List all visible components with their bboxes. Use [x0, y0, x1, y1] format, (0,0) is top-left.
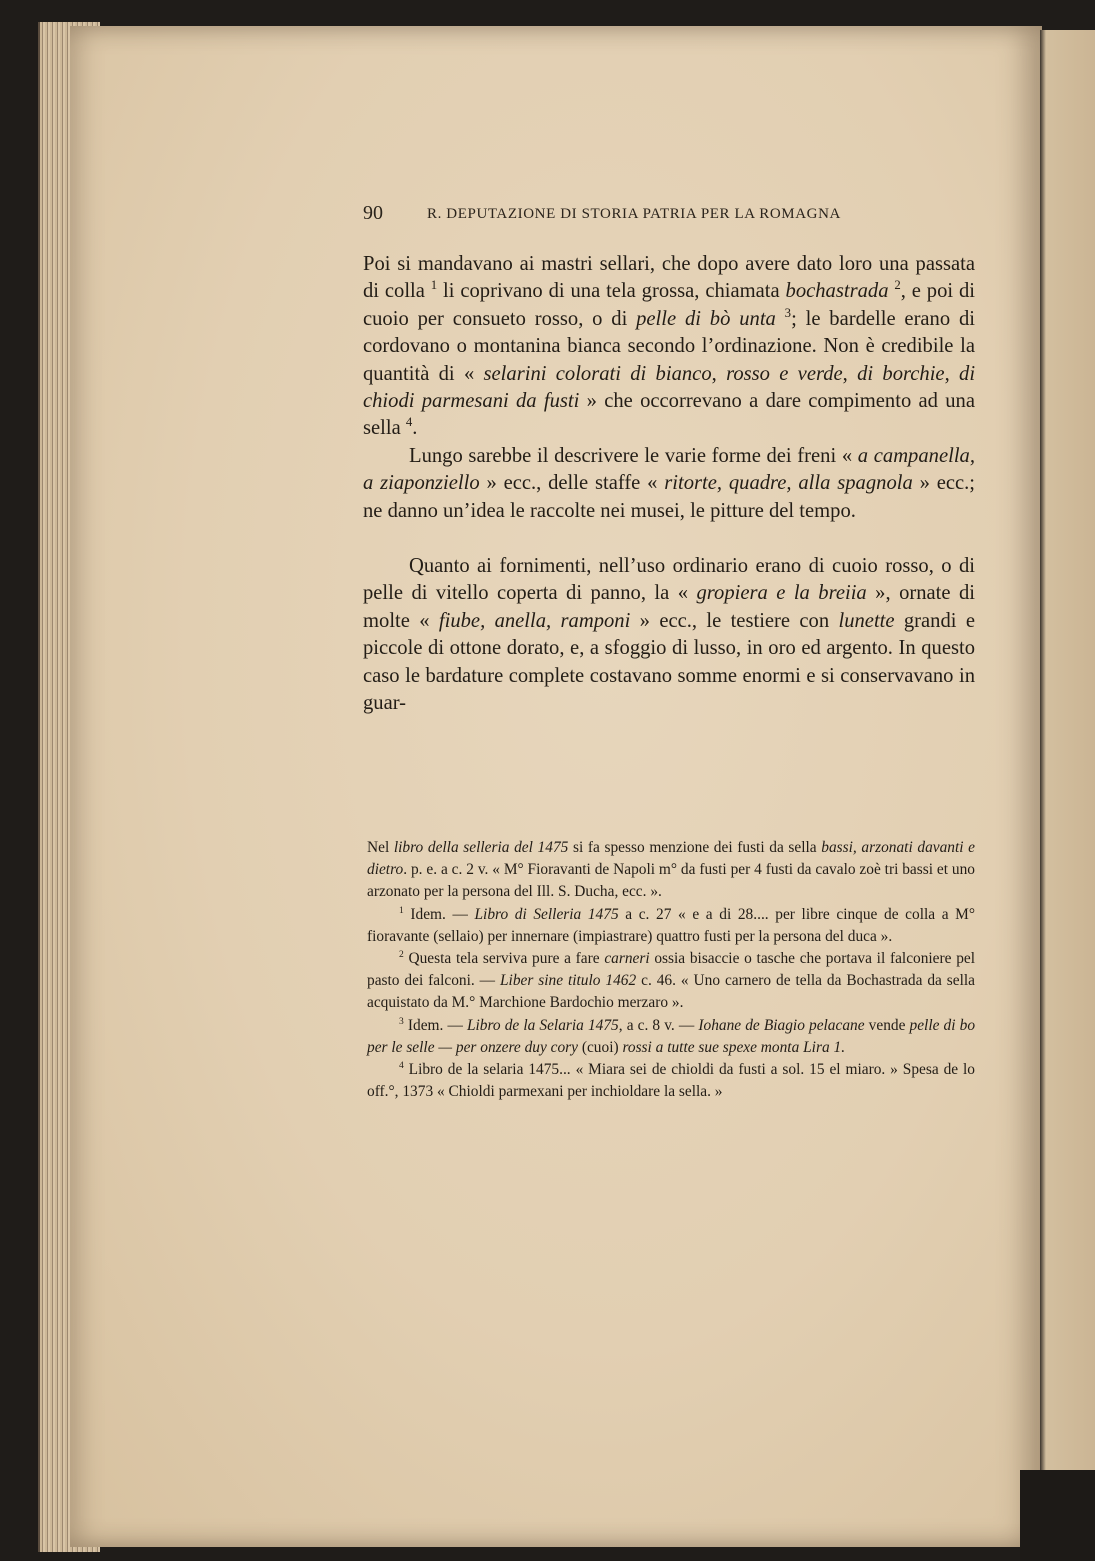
- footnote-number: 2: [399, 948, 404, 960]
- paragraph-2: Lungo sarebbe il descrivere le varie forme dei freni « a campanella, a ziaponziello » ecc., delle staffe « ritorte, quadre, alla spagnola » ecc.; ne danno un’idea le raccolte nei musei, le pitture del tempo.: [363, 444, 975, 522]
- paragraph-1: Poi si mandavano ai mastri sellari, che dopo avere dato loro una passata di colla $^1$ li coprivano di una tela grossa, chiamata bochastrada $^2$, e poi di cuoio per consueto rosso, o di pelle di bò unta $^3$; le bardelle erano di cordovano o montanina bianca secondo l’ordinazione. Non è credibile la quantità di « selarini colorati di bianco, rosso e verde, di borchie, di chiodi parmesani da fusti » che occorrevano a dare compimento ad una sella $^4$.: [363, 253, 976, 440]
- running-title: R. DEPUTAZIONE DI STORIA PATRIA PER LA ROMAGNA: [427, 206, 841, 222]
- page-number: 90: [363, 202, 383, 224]
- footnotes: [367, 837, 975, 1103]
- footnote-ref-3: 3: [784, 305, 792, 320]
- paragraph-3: Quanto ai fornimenti, nell’uso ordinario erano di cuoio rosso, o di pelle di vitello coperta di panno, la « gropiera e la breiia », ornate di molte « fiube, anella, ramponi » ecc., le testiere con lunette grandi e piccole di ottone dorato, e, a sfoggio di lusso, in oro ed argento. In questo caso le bardature complete costavano somme enormi e si conservavano in guar-: [363, 555, 975, 715]
- main-text: [363, 251, 975, 718]
- footnote-2: $^2$ Questa tela serviva pure a fare carneri ossia bisaccie o tasche che portava il falconiere pel pasto dei falconi. — Liber sine titulo 1462 c. 46. « Uno carnero de tella da Bochastrada da sella acquistato da M.° Marchione Bardochio merzaro ».: [367, 948, 976, 1012]
- footnote-number: 4: [399, 1059, 404, 1071]
- running-header: [363, 202, 975, 228]
- footnote-3: $^3$ Idem. — Libro de la Selaria 1475, a c. 8 v. — Iohane de Biagio pelacane vende pelle di bo per le selle — per onzere duy cory (cuoi) rossi a tutte sue spexe monta Lira 1.: [367, 1015, 976, 1056]
- footnote-ref-1: 1: [430, 278, 438, 293]
- facing-page-edge: [1040, 30, 1095, 1561]
- footnote-continuation: Nel libro della selleria del 1475 si fa spesso menzione dei fusti da sella bassi, arzonati davanti e dietro. p. e. a c. 2 v. « M° Fioravanti de Napoli m° da fusti per 4 fusti da cavalo zoè tri bassi et uno arzonato per la persona del Ill. S. Ducha, ecc. ».: [367, 839, 976, 901]
- footnote-ref-2: 2: [894, 278, 901, 293]
- footnote-ref-4: 4: [405, 415, 413, 430]
- scan-background-corner: [1020, 1470, 1095, 1561]
- footnote-4: $^4$ Libro de la selaria 1475... « Miara sei de chioldi da fusti a sol. 15 el miaro. » Spesa de lo off.°, 1373 « Chioldi parmexani per inchioldare la sella. »: [367, 1059, 975, 1101]
- footnote-number: 1: [399, 904, 404, 916]
- footnote-number: 3: [399, 1015, 404, 1027]
- footnote-1: $^1$ Idem. — Libro di Selleria 1475 a c. 27 « e a di 28.... per libre cinque de colla a M° fioravante (sellaio) per innernare (impiastrare) quattro fusti per la persona del duca ».: [367, 904, 975, 945]
